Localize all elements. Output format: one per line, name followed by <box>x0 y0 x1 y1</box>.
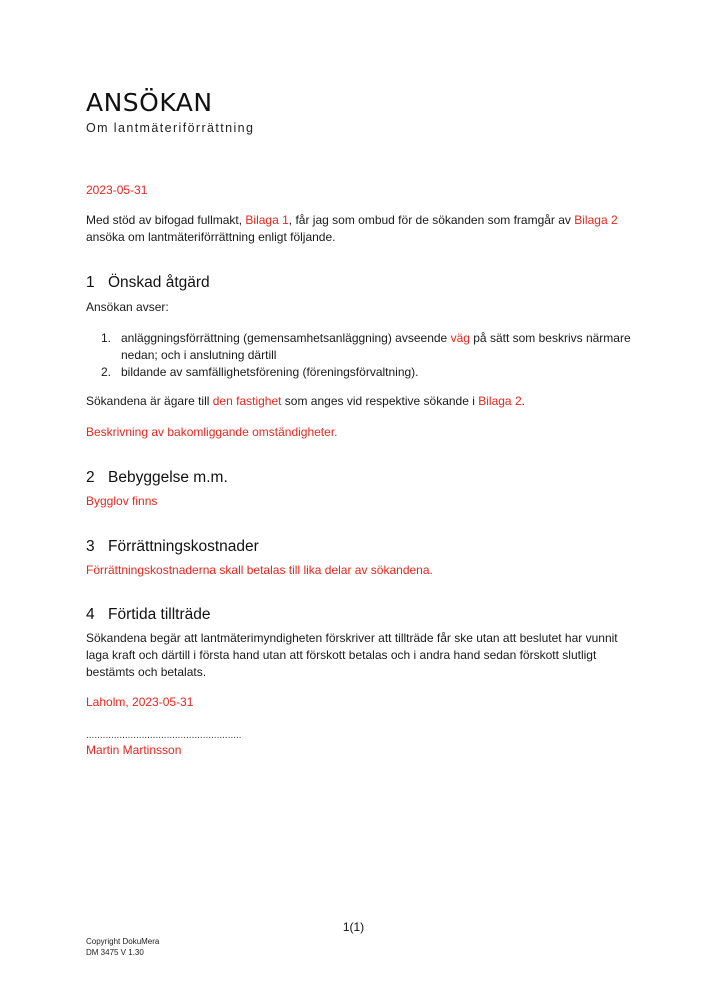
background-description: Beskrivning av bakomliggande omständigheter. <box>86 425 338 439</box>
bilaga-1-reference: Bilaga 1 <box>245 213 289 227</box>
list-text: bildande av samfällighetsförening (föreningsförvaltning). <box>121 365 419 379</box>
footer <box>86 936 159 958</box>
owners-text-2: som anges vid respektive sökande i <box>281 394 479 408</box>
road-highlight: väg <box>450 331 470 345</box>
section-1-heading <box>86 274 210 292</box>
bilaga-2-reference: Bilaga 2 <box>574 213 618 227</box>
section-number: 3 <box>86 538 95 555</box>
section-number: 4 <box>86 606 95 623</box>
signature-line: ........................................................ <box>86 730 242 741</box>
signatory-name: Martin Martinsson <box>86 743 182 757</box>
list-item <box>86 364 646 381</box>
list-item <box>86 330 646 364</box>
section-number: 2 <box>86 469 95 486</box>
version-text: DM 3475 V 1.30 <box>86 948 144 957</box>
section-1-lead: Ansökan avser: <box>86 300 169 314</box>
owners-text-3: . <box>521 394 525 408</box>
place-and-date: Laholm, 2023-05-31 <box>86 695 194 709</box>
intro-text-1: Med stöd av bifogad fullmakt, <box>86 213 246 227</box>
early-access-text: Sökandena begär att lantmäterimyndigheten förskriver att tillträde får ske utan att beslutet har vunnit laga kraft och därtill i första hand utan att förskott betalas och i andra hand sedan förskott slutligt bestämts och betalats. <box>86 631 618 679</box>
request-list <box>86 330 646 381</box>
bilaga-2-reference: Bilaga 2 <box>478 394 522 408</box>
list-index: 1. <box>101 331 112 345</box>
intro-paragraph <box>86 212 626 246</box>
section-title: Förrättningskostnader <box>108 538 259 555</box>
intro-text-2: , får jag som ombud för de sökanden som framgår av <box>288 213 575 227</box>
page-number: 1(1) <box>342 920 365 934</box>
section-title: Bebyggelse m.m. <box>108 469 228 486</box>
owners-text-1: Sökandena är ägare till <box>86 394 213 408</box>
document-date: 2023-05-31 <box>86 183 148 197</box>
list-text: anläggningsförrättning (gemensamhetsanläggning) avseende <box>121 331 451 345</box>
copyright-text: Copyright DokuMera <box>86 937 160 946</box>
property-highlight: den fastighet <box>212 394 282 408</box>
document-subtitle: Om lantmäteriförrättning <box>86 121 255 135</box>
costs-text: Förrättningskostnaderna skall betalas till lika delar av sökandena. <box>86 563 433 577</box>
intro-text-3: ansöka om lantmäteriförrättning enligt följande. <box>86 230 336 244</box>
section-3-heading <box>86 538 259 556</box>
building-permit-text: Bygglov finns <box>86 494 158 508</box>
section-number: 1 <box>86 274 95 291</box>
section-title: Önskad åtgärd <box>108 274 210 291</box>
document-title: ANSÖKAN <box>86 88 213 117</box>
list-text: på sätt som beskrivs närmare nedan; och i anslutning därtill <box>121 331 631 362</box>
list-index: 2. <box>101 365 112 379</box>
owners-paragraph <box>86 393 525 410</box>
section-title: Förtida tillträde <box>108 606 211 623</box>
section-4-heading <box>86 606 211 624</box>
section-2-heading <box>86 469 228 487</box>
